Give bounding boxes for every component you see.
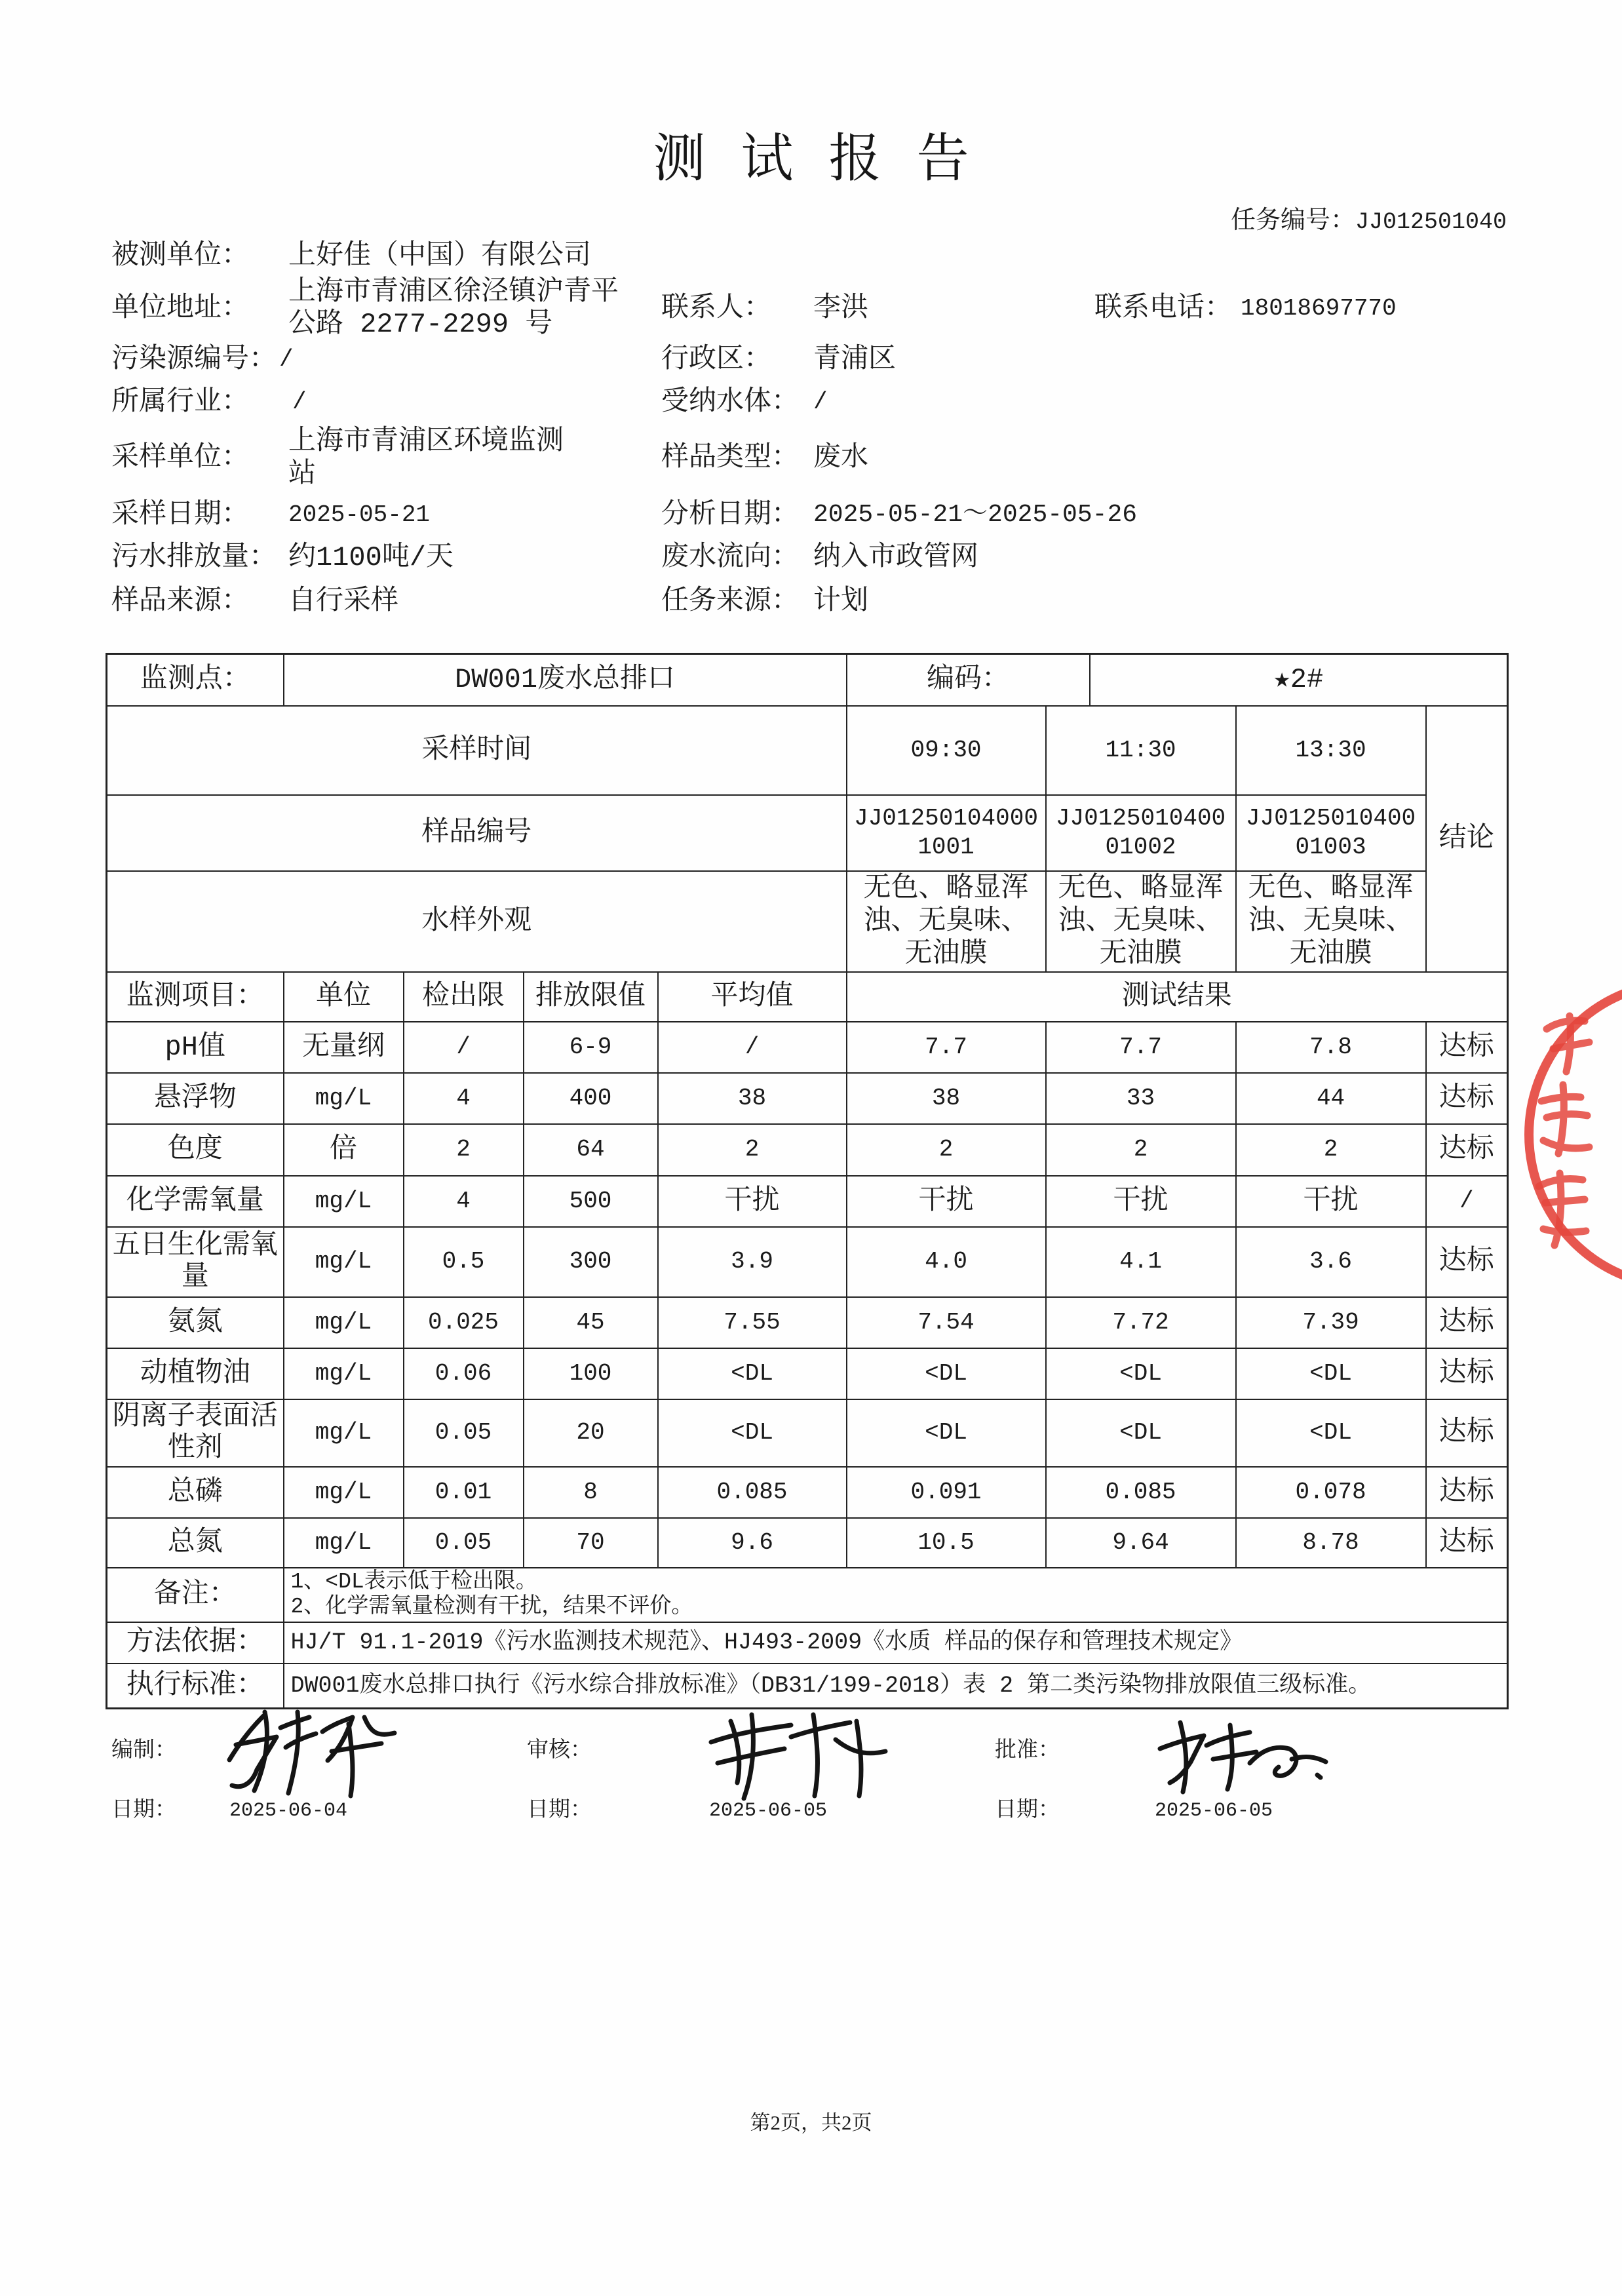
analysis-date-label: 分析日期： <box>661 499 800 531</box>
result-1130-cell: <DL <box>1046 1348 1236 1399</box>
sampling-date-label: 采样日期： <box>111 499 250 531</box>
address-value: 上海市青浦区徐泾镇沪青平公路 2277-2299 号 <box>288 277 619 340</box>
sample-type-value: 废水 <box>813 442 869 474</box>
method-label: 方法依据： <box>107 1622 284 1664</box>
tested-unit-value: 上好佳（中国）有限公司 <box>288 241 592 272</box>
result-0930-cell: 0.091 <box>847 1467 1046 1518</box>
remarks-content <box>284 1568 1508 1622</box>
sampling-time-row <box>107 706 1508 795</box>
discharge-limit-cell: 8 <box>524 1467 658 1518</box>
appearance-2: 无色、略显浑浊、无臭味、无油膜 <box>1046 871 1236 972</box>
receiving-water-value: / <box>813 389 828 416</box>
flow-direction-value: 纳入市政管网 <box>813 542 979 574</box>
average-value-cell: 0.085 <box>658 1467 847 1518</box>
sampling-time-1: 09:30 <box>847 706 1046 795</box>
item-name-cell: 化学需氧量 <box>107 1176 284 1227</box>
result-1130-cell: 33 <box>1046 1073 1236 1124</box>
discharge-limit-cell: 45 <box>524 1297 658 1348</box>
item-name-cell: 悬浮物 <box>107 1073 284 1124</box>
receiving-water-label: 受纳水体： <box>661 387 800 418</box>
result-0930-cell: 干扰 <box>847 1176 1046 1227</box>
discharge-limit-cell: 6-9 <box>524 1022 658 1073</box>
compiled-date-value: 2025-06-04 <box>229 1800 348 1822</box>
sample-no-label: 样品编号 <box>107 795 847 871</box>
result-row <box>107 1467 1508 1518</box>
average-value-cell: 2 <box>658 1124 847 1176</box>
reviewer-signature <box>698 1703 895 1804</box>
header-item: 监测项目： <box>107 972 284 1022</box>
average-value-cell: <DL <box>658 1348 847 1399</box>
sampling-time-label: 采样时间 <box>107 706 847 795</box>
detection-limit-cell: 0.5 <box>404 1227 524 1297</box>
appearance-1: 无色、略显浑浊、无臭味、无油膜 <box>847 871 1046 972</box>
result-0930-cell: <DL <box>847 1348 1046 1399</box>
page-number: 第2页，共2页 <box>750 2111 872 2134</box>
detection-limit-cell: 4 <box>404 1176 524 1227</box>
header-test-results: 测试结果 <box>847 972 1508 1022</box>
result-1330-cell: 2 <box>1236 1124 1426 1176</box>
tested-unit-label: 被测单位： <box>111 241 250 272</box>
standard-label: 执行标准： <box>107 1664 284 1709</box>
detection-limit-cell: 0.05 <box>404 1399 524 1467</box>
average-value-cell: 3.9 <box>658 1227 847 1297</box>
unit-cell: 倍 <box>284 1124 404 1176</box>
header-average: 平均值 <box>658 972 847 1022</box>
conclusion-cell: 达标 <box>1426 1348 1508 1399</box>
appearance-label: 水样外观 <box>107 871 847 972</box>
average-value-cell: 7.55 <box>658 1297 847 1348</box>
conclusion-cell: 达标 <box>1426 1022 1508 1073</box>
average-value-cell: / <box>658 1022 847 1073</box>
pollution-source-no-label: 污染源编号： <box>111 344 277 376</box>
detection-limit-cell: 2 <box>404 1124 524 1176</box>
code-label: 编码： <box>847 654 1090 706</box>
reviewed-by-label: 审核： <box>527 1739 592 1763</box>
task-number <box>1231 207 1507 237</box>
unit-cell: mg/L <box>284 1467 404 1518</box>
conclusion-label: 结论 <box>1426 706 1508 972</box>
compiled-by-label: 编制： <box>111 1739 176 1763</box>
conclusion-cell: 达标 <box>1426 1518 1508 1568</box>
monitoring-point-label: 监测点： <box>107 654 284 706</box>
sample-no-3: JJ012501040001003 <box>1236 795 1426 871</box>
sampling-unit-value: 上海市青浦区环境监测站 <box>288 426 564 490</box>
result-1130-cell: 7.72 <box>1046 1297 1236 1348</box>
result-1130-cell: 4.1 <box>1046 1227 1236 1297</box>
method-row <box>107 1622 1508 1664</box>
approved-date-value: 2025-06-05 <box>1155 1800 1273 1822</box>
discharge-limit-cell: 500 <box>524 1176 658 1227</box>
result-1330-cell: 7.39 <box>1236 1297 1426 1348</box>
method-value: HJ/T 91.1-2019《污水监测技术规范》、HJ493-2009《水质 样品的保存和管理技术规定》 <box>284 1622 1508 1664</box>
result-0930-cell: 7.54 <box>847 1297 1046 1348</box>
detection-limit-cell: 0.025 <box>404 1297 524 1348</box>
result-0930-cell: <DL <box>847 1399 1046 1467</box>
average-value-cell: <DL <box>658 1399 847 1467</box>
appearance-3: 无色、略显浑浊、无臭味、无油膜 <box>1236 871 1426 972</box>
result-row <box>107 1399 1508 1467</box>
result-1130-cell: <DL <box>1046 1399 1236 1467</box>
detection-limit-cell: / <box>404 1022 524 1073</box>
result-1330-cell: <DL <box>1236 1348 1426 1399</box>
result-row <box>107 1227 1508 1297</box>
sample-source-value: 自行采样 <box>288 586 399 617</box>
analysis-date-value: 2025-05-21～2025-05-26 <box>813 501 1138 529</box>
flow-direction-label: 废水流向： <box>661 542 800 574</box>
unit-cell: mg/L <box>284 1073 404 1124</box>
sample-no-row <box>107 795 1508 871</box>
district-label: 行政区： <box>661 344 772 376</box>
unit-cell: mg/L <box>284 1227 404 1297</box>
contact-value: 李洪 <box>813 293 869 324</box>
discharge-limit-cell: 300 <box>524 1227 658 1297</box>
compiler-signature <box>216 1698 406 1802</box>
monitoring-point-value: DW001废水总排口 <box>284 654 847 706</box>
red-seal-stamp <box>1507 950 1622 1317</box>
result-0930-cell: 38 <box>847 1073 1046 1124</box>
detection-limit-cell: 0.05 <box>404 1518 524 1568</box>
sample-source-label: 样品来源： <box>111 586 250 617</box>
result-1330-cell: 干扰 <box>1236 1176 1426 1227</box>
phone-label: 联系电话： <box>1094 293 1233 324</box>
result-1130-cell: 2 <box>1046 1124 1236 1176</box>
compiled-date-label: 日期： <box>111 1799 176 1823</box>
code-value: ★2# <box>1090 654 1508 706</box>
result-1130-cell: 9.64 <box>1046 1518 1236 1568</box>
result-1130-cell: 7.7 <box>1046 1022 1236 1073</box>
conclusion-cell: 达标 <box>1426 1227 1508 1297</box>
average-value-cell: 干扰 <box>658 1176 847 1227</box>
conclusion-cell: 达标 <box>1426 1399 1508 1467</box>
header-unit: 单位 <box>284 972 404 1022</box>
result-1330-cell: 8.78 <box>1236 1518 1426 1568</box>
monitoring-table <box>106 653 1509 1709</box>
discharge-limit-cell: 64 <box>524 1124 658 1176</box>
unit-cell: mg/L <box>284 1518 404 1568</box>
approver-signature <box>1150 1709 1337 1798</box>
result-row <box>107 1518 1508 1568</box>
pollution-source-no-value: / <box>279 346 294 373</box>
approved-date-label: 日期： <box>995 1799 1060 1823</box>
conclusion-cell: 达标 <box>1426 1297 1508 1348</box>
unit-cell: mg/L <box>284 1348 404 1399</box>
average-value-cell: 38 <box>658 1073 847 1124</box>
result-0930-cell: 2 <box>847 1124 1046 1176</box>
monitoring-point-row <box>107 654 1508 706</box>
sample-type-label: 样品类型： <box>661 442 800 474</box>
detection-limit-cell: 4 <box>404 1073 524 1124</box>
task-number-label: 任务编号： <box>1230 208 1355 236</box>
task-number-value: JJ012501040 <box>1355 209 1507 235</box>
sampling-unit-label: 采样单位： <box>111 442 250 474</box>
item-name-cell: 总磷 <box>107 1467 284 1518</box>
result-1330-cell: 7.8 <box>1236 1022 1426 1073</box>
detection-limit-cell: 0.01 <box>404 1467 524 1518</box>
result-0930-cell: 4.0 <box>847 1227 1046 1297</box>
unit-cell: mg/L <box>284 1297 404 1348</box>
conclusion-cell: / <box>1426 1176 1508 1227</box>
result-row <box>107 1176 1508 1227</box>
report-title: 测试报告 <box>653 130 1005 188</box>
result-1130-cell: 0.085 <box>1046 1467 1236 1518</box>
item-name-cell: 总氮 <box>107 1518 284 1568</box>
result-1130-cell: 干扰 <box>1046 1176 1236 1227</box>
discharge-value: 约1100吨/天 <box>288 542 454 574</box>
unit-cell: 无量纲 <box>284 1022 404 1073</box>
standard-value: DW001废水总排口执行《污水综合排放标准》（DB31/199-2018）表 2 第二类污染物排放限值三级标准。 <box>284 1664 1508 1709</box>
header-detection-limit: 检出限 <box>404 972 524 1022</box>
item-name-cell: 五日生化需氧量 <box>107 1227 284 1297</box>
item-name-cell: 动植物油 <box>107 1348 284 1399</box>
address-label: 单位地址： <box>111 293 250 324</box>
result-0930-cell: 7.7 <box>847 1022 1046 1073</box>
discharge-limit-cell: 400 <box>524 1073 658 1124</box>
reviewed-date-value: 2025-06-05 <box>709 1800 828 1822</box>
industry-value: / <box>292 389 307 416</box>
result-rows <box>107 1022 1508 1568</box>
average-value-cell: 9.6 <box>658 1518 847 1568</box>
sample-no-2: JJ012501040001002 <box>1046 795 1236 871</box>
unit-cell: mg/L <box>284 1399 404 1467</box>
discharge-label: 污水排放量： <box>111 542 277 574</box>
discharge-limit-cell: 70 <box>524 1518 658 1568</box>
result-row <box>107 1073 1508 1124</box>
discharge-limit-cell: 20 <box>524 1399 658 1467</box>
approved-by-label: 批准： <box>995 1739 1060 1763</box>
detection-limit-cell: 0.06 <box>404 1348 524 1399</box>
industry-label: 所属行业： <box>111 387 250 418</box>
appearance-row <box>107 871 1508 972</box>
sampling-date-value: 2025-05-21 <box>288 501 431 528</box>
phone-value: 18018697770 <box>1241 295 1397 322</box>
result-1330-cell: 44 <box>1236 1073 1426 1124</box>
result-1330-cell: <DL <box>1236 1399 1426 1467</box>
item-name-cell: 色度 <box>107 1124 284 1176</box>
unit-cell: mg/L <box>284 1176 404 1227</box>
result-row <box>107 1124 1508 1176</box>
result-row <box>107 1297 1508 1348</box>
contact-label: 联系人： <box>661 293 772 324</box>
sampling-time-2: 11:30 <box>1046 706 1236 795</box>
conclusion-cell: 达标 <box>1426 1073 1508 1124</box>
result-row <box>107 1022 1508 1073</box>
conclusion-cell: 达标 <box>1426 1467 1508 1518</box>
remarks-row <box>107 1568 1508 1622</box>
conclusion-cell: 达标 <box>1426 1124 1508 1176</box>
reviewed-date-label: 日期： <box>527 1799 592 1823</box>
item-name-cell: 氨氮 <box>107 1297 284 1348</box>
district-value: 青浦区 <box>813 344 897 376</box>
sample-no-1: JJ012501040001001 <box>847 795 1046 871</box>
header-discharge-limit: 排放限值 <box>524 972 658 1022</box>
task-source-label: 任务来源： <box>661 586 800 617</box>
result-1330-cell: 0.078 <box>1236 1467 1426 1518</box>
item-name-cell: 阴离子表面活性剂 <box>107 1399 284 1467</box>
remark-line-2: 2、化学需氧量检测有干扰，结果不评价。 <box>290 1595 693 1619</box>
column-header-row <box>107 972 1508 1022</box>
remarks-label: 备注： <box>107 1568 284 1622</box>
result-row <box>107 1348 1508 1399</box>
sampling-time-3: 13:30 <box>1236 706 1426 795</box>
item-name-cell: pH值 <box>107 1022 284 1073</box>
task-source-value: 计划 <box>813 586 869 617</box>
result-0930-cell: 10.5 <box>847 1518 1046 1568</box>
remark-line-1: 1、<DL表示低于检出限。 <box>290 1570 537 1594</box>
result-1330-cell: 3.6 <box>1236 1227 1426 1297</box>
discharge-limit-cell: 100 <box>524 1348 658 1399</box>
